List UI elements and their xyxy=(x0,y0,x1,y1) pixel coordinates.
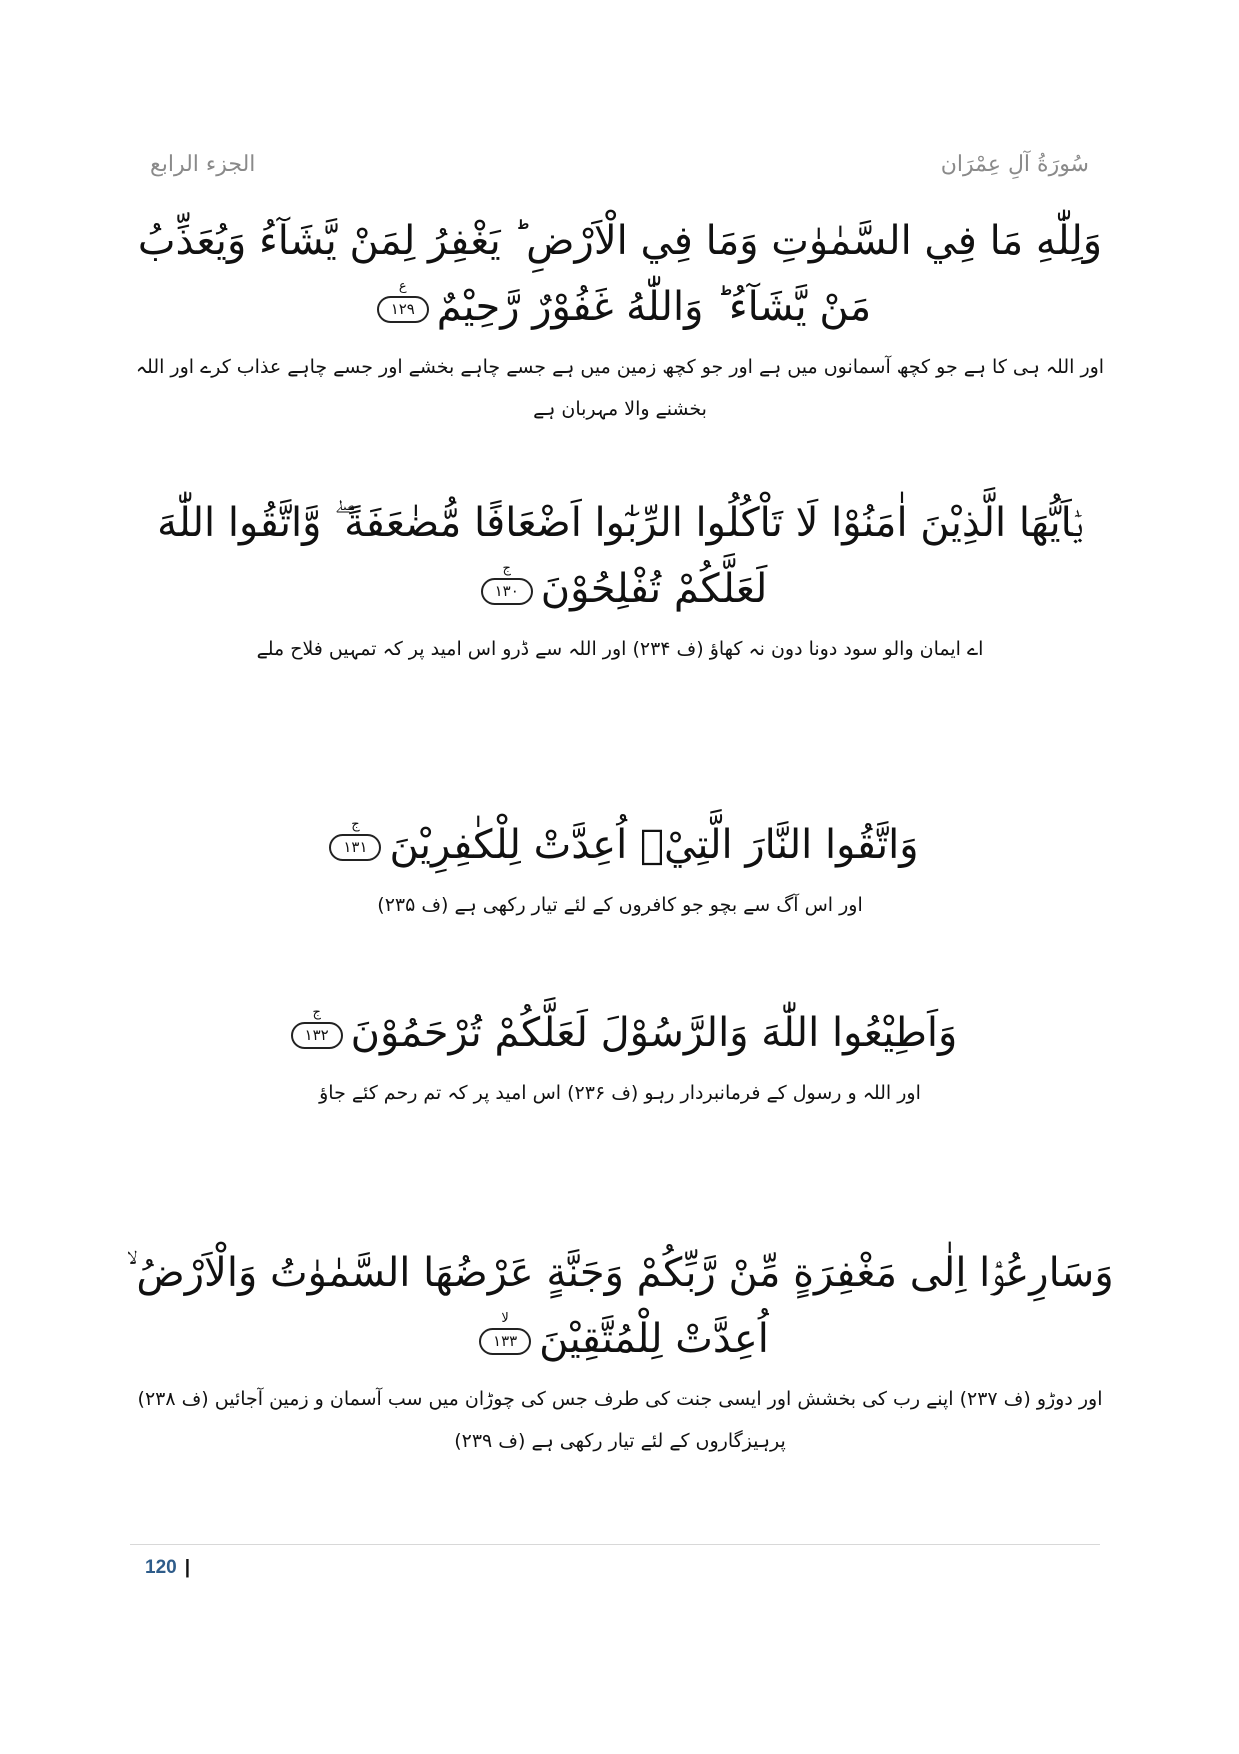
page-number-separator: | xyxy=(184,1557,191,1578)
verse-block-132 xyxy=(120,1000,1120,1114)
surah-name-header: سُورَةُ آلِ عِمْرَان xyxy=(940,152,1089,177)
arabic-verse-text: وَسَارِعُوْۤا اِلٰى مَغْفِرَةٍ مِّنْ رَّبِّكُمْ وَجَنَّةٍ عَرْضُهَا السَّمٰوٰتُ وَالْاَرْضُ ۙ اُعِدَّتْ لِلْمُتَّقِيْنَ xyxy=(126,1250,1114,1362)
urdu-translation: اور اس آگ سے بچو جو کافروں کے لئے تیار رکھی ہے (ف ۲۳۵) xyxy=(377,894,863,916)
page-number xyxy=(145,1557,190,1579)
page-number-value: 120 xyxy=(145,1557,177,1578)
verse-block-133 xyxy=(120,1240,1120,1462)
ayah-number: ١٢٩ xyxy=(390,299,415,318)
ayah-number-marker xyxy=(481,560,533,605)
ayah-number: ١٣١ xyxy=(343,837,368,856)
verse-block-129 xyxy=(120,208,1120,430)
ayah-number-marker xyxy=(479,1310,531,1355)
arabic-verse xyxy=(120,1000,1120,1066)
footer-divider xyxy=(130,1544,1100,1545)
urdu-translation: اور اللہ و رسول کے فرمانبردار رہو (ف ۲۳۶) اس امید پر کہ تم رحم کئے جاؤ xyxy=(319,1082,921,1104)
ruku-mark: ع xyxy=(398,278,407,294)
ayah-number-marker xyxy=(377,278,429,323)
ruku-mark: ج xyxy=(502,560,511,576)
arabic-verse-text: يٰۤاَيُّهَا الَّذِيْنَ اٰمَنُوْا لَا تَاْكُلُوا الرِّبٰٓوا اَضْعَافًا مُّضٰعَفَةً ۖ وَّاتَّقُوا اللّٰهَ لَعَلَّكُمْ تُفْلِحُوْنَ xyxy=(157,500,1083,612)
ruku-mark: ج xyxy=(312,1004,321,1020)
arabic-verse xyxy=(120,490,1120,622)
arabic-verse-text: وَلِلّٰهِ مَا فِي السَّمٰوٰتِ وَمَا فِي الْاَرْضِ ؕ يَغْفِرُ لِمَنْ يَّشَآءُ وَيُعَذِّبُ مَنْ يَّشَآءُ ؕ وَاللّٰهُ غَفُوْرٌ رَّحِيْمٌ xyxy=(137,218,1103,330)
arabic-verse xyxy=(120,1240,1120,1372)
ruku-mark: ج xyxy=(351,816,360,832)
ruku-mark: لا xyxy=(501,1310,509,1326)
ayah-number: ١٣٣ xyxy=(493,1331,518,1350)
urdu-translation: اور اللہ ہی کا ہے جو کچھ آسمانوں میں ہے اور جو کچھ زمین میں ہے جسے چاہے بخشے اور جسے چاہے عذاب کرے اور اللہ بخشنے والا مہربان ہے xyxy=(135,356,1105,420)
arabic-verse xyxy=(120,208,1120,340)
verse-block-130 xyxy=(120,490,1120,670)
ayah-number-marker xyxy=(329,816,381,861)
arabic-verse-text: وَاتَّقُوا النَّارَ الَّتِيْۤ اُعِدَّتْ لِلْكٰفِرِيْنَ xyxy=(389,822,919,868)
ayah-number: ١٣٠ xyxy=(494,581,519,600)
urdu-translation: اور دوڑو (ف ۲۳۷) اپنے رب کی بخشش اور ایسی جنت کی طرف جس کی چوڑان میں سب آسمان و زمین آجائیں (ف ۲۳۸) پرہیزگاروں کے لئے تیار رکھی ہے (ف ۲۳۹) xyxy=(137,1388,1103,1452)
ayah-number-marker xyxy=(291,1004,343,1049)
arabic-verse-text: وَاَطِيْعُوا اللّٰهَ وَالرَّسُوْلَ لَعَلَّكُمْ تُرْحَمُوْنَ xyxy=(350,1010,958,1056)
arabic-verse xyxy=(120,812,1120,878)
juz-name-header: الجزء الرابع xyxy=(150,152,256,177)
ayah-number: ١٣٢ xyxy=(304,1025,329,1044)
verse-block-131 xyxy=(120,812,1120,926)
urdu-translation: اے ایمان والو سود دونا دون نہ کھاؤ (ف ۲۳۴) اور اللہ سے ڈرو اس امید پر کہ تمہیں فلاح ملے xyxy=(256,638,984,660)
